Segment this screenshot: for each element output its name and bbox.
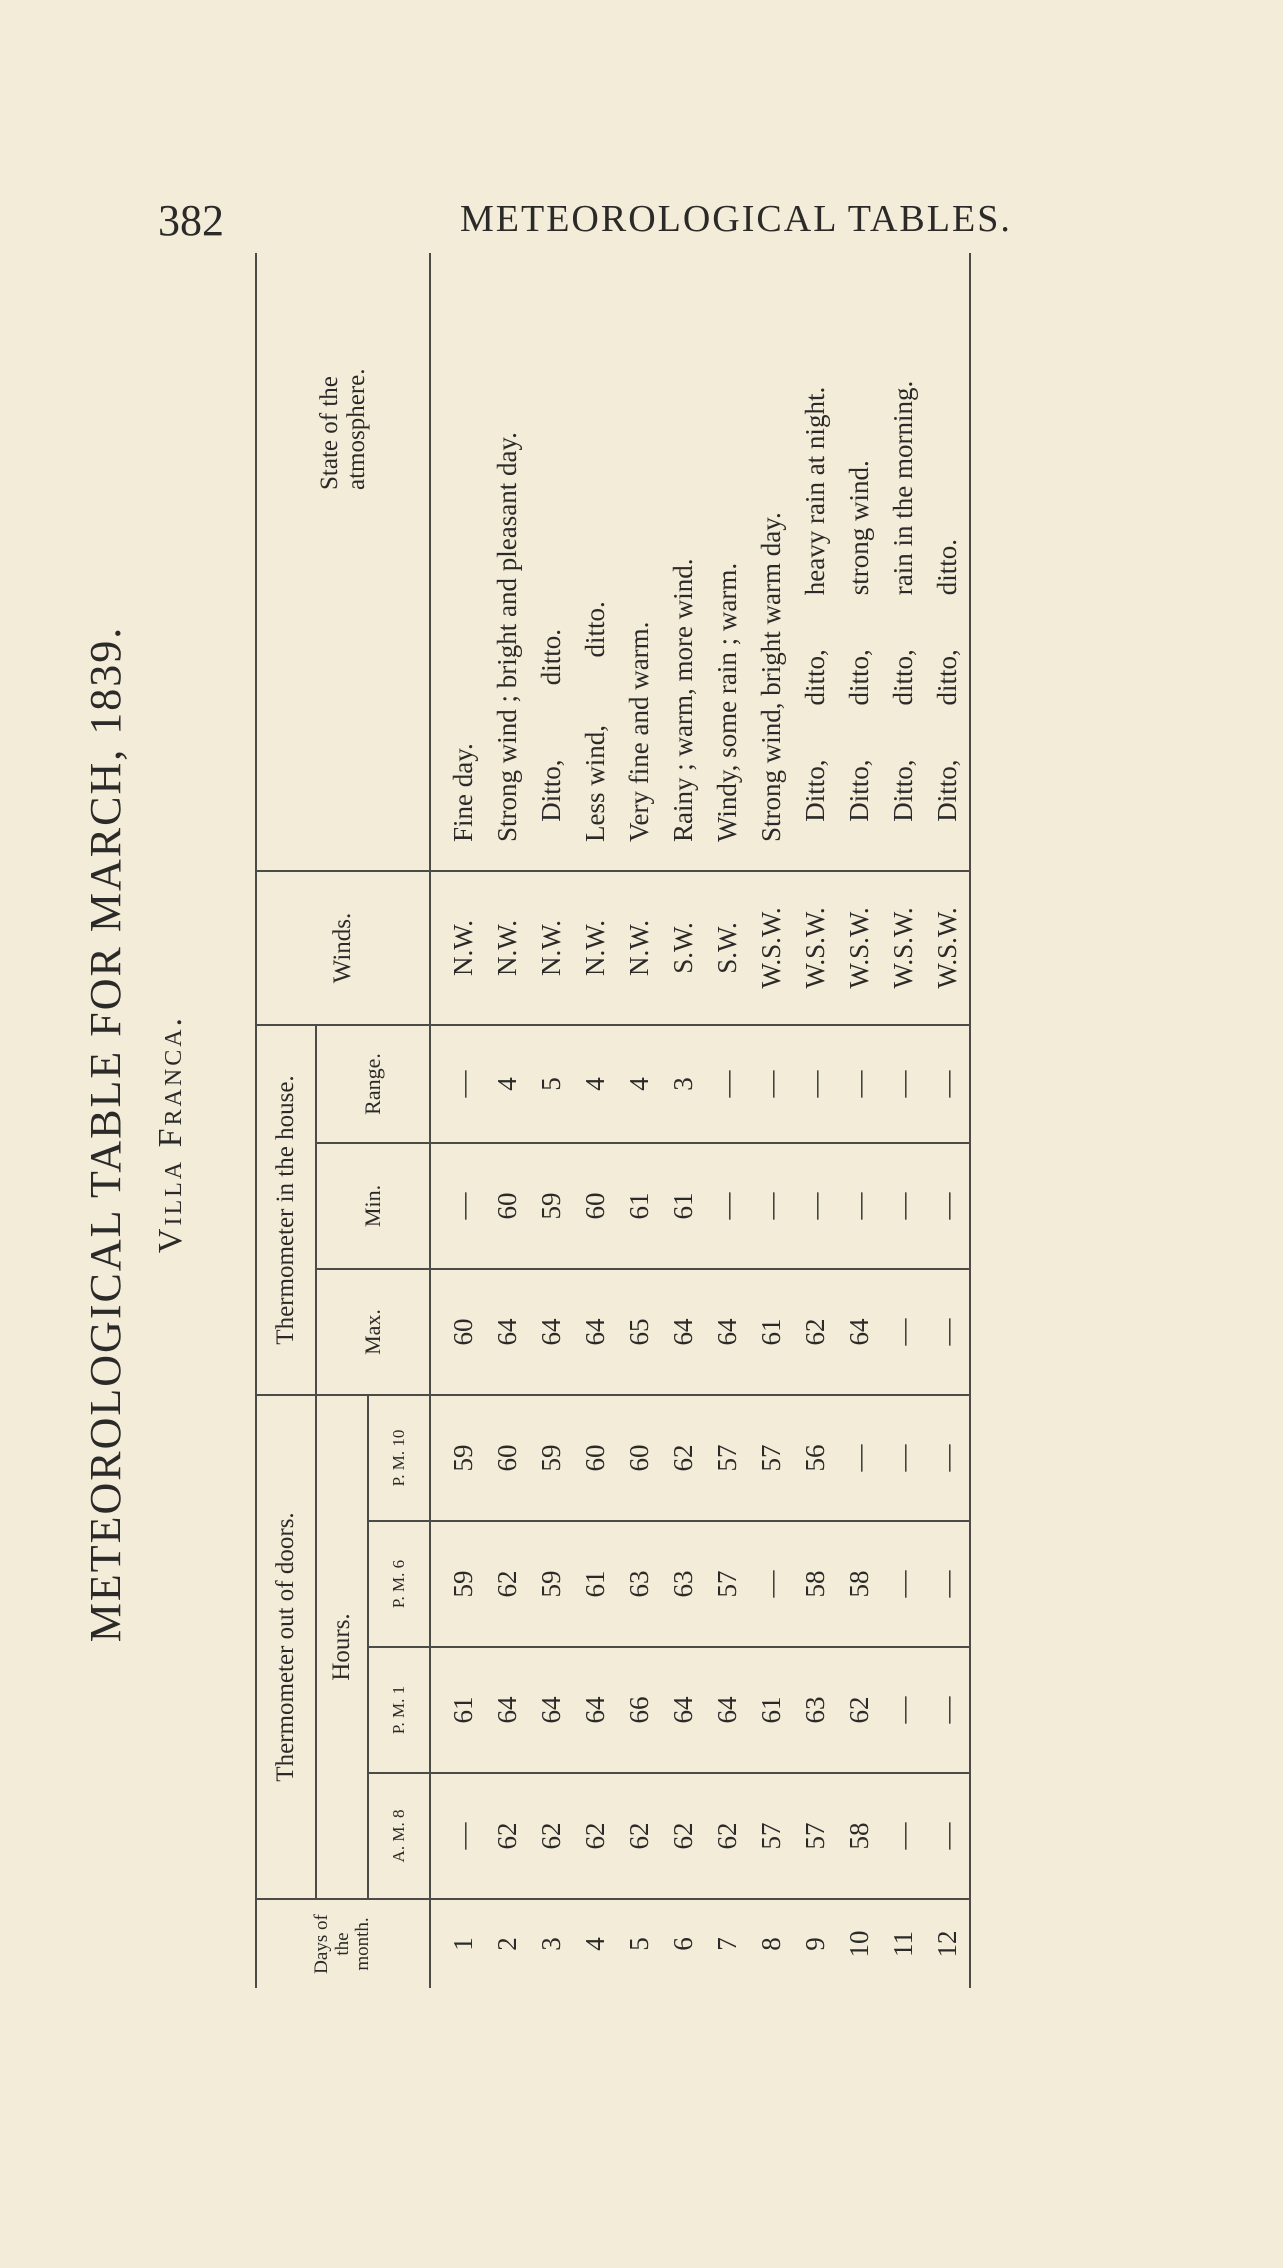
cell-max: 64 bbox=[529, 1269, 573, 1395]
cell-state: Very fine and warm. bbox=[623, 621, 654, 842]
table-row bbox=[925, 253, 970, 1988]
cell-6pm: — bbox=[881, 1521, 925, 1647]
cell-max: 64 bbox=[485, 1269, 529, 1395]
cell-1pm: 61 bbox=[749, 1647, 793, 1773]
cell-day: 6 bbox=[661, 1899, 705, 1988]
table-body bbox=[430, 253, 970, 1988]
cell-8am: 62 bbox=[485, 1773, 529, 1899]
cell-8am: 57 bbox=[793, 1773, 837, 1899]
cell-range: 4 bbox=[485, 1025, 529, 1143]
cell-6pm: 58 bbox=[793, 1521, 837, 1647]
cell-max: 60 bbox=[430, 1269, 485, 1395]
cell-state: Ditto, ditto, rain in the morning. bbox=[887, 380, 918, 842]
cell-1pm: 66 bbox=[617, 1647, 661, 1773]
cell-state: Ditto, ditto, heavy rain at night. bbox=[799, 386, 830, 842]
cell-day: 3 bbox=[529, 1899, 573, 1988]
header-range: Range. bbox=[316, 1025, 430, 1143]
table-row bbox=[705, 253, 749, 1988]
cell-min: 59 bbox=[529, 1143, 573, 1269]
meteorological-table bbox=[255, 253, 971, 1988]
cell-10pm: 60 bbox=[573, 1395, 617, 1521]
cell-range: — bbox=[925, 1025, 970, 1143]
cell-range: 5 bbox=[529, 1025, 573, 1143]
table-row bbox=[881, 253, 925, 1988]
cell-wind: W.S.W. bbox=[793, 871, 837, 1025]
cell-max: 64 bbox=[837, 1269, 881, 1395]
cell-range: — bbox=[430, 1025, 485, 1143]
cell-max: 65 bbox=[617, 1269, 661, 1395]
cell-10pm: 59 bbox=[529, 1395, 573, 1521]
cell-8am: 62 bbox=[617, 1773, 661, 1899]
header-8am: A. M. 8 bbox=[368, 1773, 430, 1899]
cell-8am: 62 bbox=[573, 1773, 617, 1899]
cell-6pm: 63 bbox=[661, 1521, 705, 1647]
cell-10pm: 59 bbox=[430, 1395, 485, 1521]
cell-min: — bbox=[837, 1143, 881, 1269]
cell-8am: 62 bbox=[661, 1773, 705, 1899]
cell-min: — bbox=[925, 1143, 970, 1269]
table-row bbox=[749, 253, 793, 1988]
cell-max: 61 bbox=[749, 1269, 793, 1395]
cell-wind: N.W. bbox=[529, 871, 573, 1025]
cell-10pm: 57 bbox=[749, 1395, 793, 1521]
cell-10pm: — bbox=[881, 1395, 925, 1521]
cell-6pm: 58 bbox=[837, 1521, 881, 1647]
cell-min: — bbox=[881, 1143, 925, 1269]
cell-1pm: 64 bbox=[529, 1647, 573, 1773]
cell-max: 64 bbox=[705, 1269, 749, 1395]
header-hours: Hours. bbox=[316, 1395, 368, 1899]
header-out-of-doors: Thermometer out of doors. bbox=[256, 1395, 316, 1899]
cell-6pm: — bbox=[749, 1521, 793, 1647]
cell-6pm: 62 bbox=[485, 1521, 529, 1647]
header-min: Min. bbox=[316, 1143, 430, 1269]
cell-wind: W.S.W. bbox=[837, 871, 881, 1025]
cell-max: 64 bbox=[661, 1269, 705, 1395]
cell-wind: W.S.W. bbox=[749, 871, 793, 1025]
cell-max: — bbox=[881, 1269, 925, 1395]
cell-wind: W.S.W. bbox=[925, 871, 970, 1025]
cell-state: Ditto, ditto, strong wind. bbox=[843, 460, 874, 842]
cell-min: 60 bbox=[573, 1143, 617, 1269]
cell-day: 2 bbox=[485, 1899, 529, 1988]
cell-6pm: 57 bbox=[705, 1521, 749, 1647]
cell-10pm: — bbox=[925, 1395, 970, 1521]
cell-day: 9 bbox=[793, 1899, 837, 1988]
cell-min: — bbox=[705, 1143, 749, 1269]
cell-8am: 62 bbox=[529, 1773, 573, 1899]
cell-6pm: 61 bbox=[573, 1521, 617, 1647]
cell-range: — bbox=[881, 1025, 925, 1143]
cell-day: 1 bbox=[430, 1899, 485, 1988]
cell-10pm: 57 bbox=[705, 1395, 749, 1521]
cell-state: Less wind, ditto. bbox=[579, 601, 610, 842]
cell-10pm: 56 bbox=[793, 1395, 837, 1521]
table-row bbox=[573, 253, 617, 1988]
cell-min: — bbox=[430, 1143, 485, 1269]
cell-range: 4 bbox=[617, 1025, 661, 1143]
cell-range: — bbox=[837, 1025, 881, 1143]
cell-6pm: — bbox=[925, 1521, 970, 1647]
cell-day: 8 bbox=[749, 1899, 793, 1988]
cell-1pm: 64 bbox=[661, 1647, 705, 1773]
cell-range: — bbox=[749, 1025, 793, 1143]
cell-6pm: 63 bbox=[617, 1521, 661, 1647]
cell-day: 11 bbox=[881, 1899, 925, 1988]
header-winds: Winds. bbox=[256, 871, 430, 1025]
cell-min: — bbox=[749, 1143, 793, 1269]
cell-state: Fine day. bbox=[447, 743, 478, 842]
table-row bbox=[617, 253, 661, 1988]
cell-wind: W.S.W. bbox=[881, 871, 925, 1025]
cell-range: — bbox=[793, 1025, 837, 1143]
table-row bbox=[529, 253, 573, 1988]
cell-range: — bbox=[705, 1025, 749, 1143]
cell-1pm: 61 bbox=[430, 1647, 485, 1773]
cell-8am: — bbox=[881, 1773, 925, 1899]
header-days: Days of the month. bbox=[256, 1899, 430, 1988]
cell-8am: 62 bbox=[705, 1773, 749, 1899]
table-row bbox=[793, 253, 837, 1988]
cell-range: 3 bbox=[661, 1025, 705, 1143]
cell-max: 62 bbox=[793, 1269, 837, 1395]
cell-1pm: 63 bbox=[793, 1647, 837, 1773]
cell-6pm: 59 bbox=[529, 1521, 573, 1647]
table-row bbox=[485, 253, 529, 1988]
cell-day: 7 bbox=[705, 1899, 749, 1988]
table-row bbox=[661, 253, 705, 1988]
cell-wind: N.W. bbox=[573, 871, 617, 1025]
header-10pm: P. M. 10 bbox=[368, 1395, 430, 1521]
header-in-house: Thermometer in the house. bbox=[256, 1025, 316, 1395]
cell-1pm: — bbox=[881, 1647, 925, 1773]
cell-wind: S.W. bbox=[705, 871, 749, 1025]
cell-8am: 58 bbox=[837, 1773, 881, 1899]
cell-day: 4 bbox=[573, 1899, 617, 1988]
cell-wind: N.W. bbox=[430, 871, 485, 1025]
cell-state: Ditto, ditto. bbox=[535, 628, 566, 842]
cell-state: Strong wind ; bright and pleasant day. bbox=[491, 432, 522, 842]
cell-min: — bbox=[793, 1143, 837, 1269]
cell-1pm: 64 bbox=[705, 1647, 749, 1773]
cell-wind: N.W. bbox=[617, 871, 661, 1025]
table-subtitle: Villa Franca. bbox=[152, 1014, 189, 1254]
cell-6pm: 59 bbox=[430, 1521, 485, 1647]
cell-1pm: 62 bbox=[837, 1647, 881, 1773]
cell-day: 12 bbox=[925, 1899, 970, 1988]
cell-max: 64 bbox=[573, 1269, 617, 1395]
page-number: 382 bbox=[158, 196, 224, 245]
cell-state: Rainy ; warm, more wind. bbox=[667, 558, 698, 842]
table-row bbox=[837, 253, 881, 1988]
cell-1pm: 64 bbox=[485, 1647, 529, 1773]
table-title: METEOROLOGICAL TABLE FOR MARCH, 1839. bbox=[81, 625, 130, 1643]
running-title: METEOROLOGICAL TABLES. bbox=[460, 198, 1012, 240]
cell-8am: 57 bbox=[749, 1773, 793, 1899]
header-1pm: P. M. 1 bbox=[368, 1647, 430, 1773]
table-row bbox=[430, 253, 485, 1988]
cell-min: 60 bbox=[485, 1143, 529, 1269]
cell-min: 61 bbox=[617, 1143, 661, 1269]
cell-10pm: 60 bbox=[617, 1395, 661, 1521]
cell-10pm: 60 bbox=[485, 1395, 529, 1521]
cell-max: — bbox=[925, 1269, 970, 1395]
cell-range: 4 bbox=[573, 1025, 617, 1143]
cell-state: Ditto, ditto, ditto. bbox=[925, 253, 970, 871]
cell-day: 10 bbox=[837, 1899, 881, 1988]
cell-10pm: — bbox=[837, 1395, 881, 1521]
cell-wind: N.W. bbox=[485, 871, 529, 1025]
cell-8am: — bbox=[925, 1773, 970, 1899]
header-state: State of the atmosphere. bbox=[256, 253, 430, 871]
cell-wind: S.W. bbox=[661, 871, 705, 1025]
header-max: Max. bbox=[316, 1269, 430, 1395]
cell-1pm: 64 bbox=[573, 1647, 617, 1773]
cell-1pm: — bbox=[925, 1647, 970, 1773]
cell-10pm: 62 bbox=[661, 1395, 705, 1521]
header-6pm: P. M. 6 bbox=[368, 1521, 430, 1647]
cell-8am: — bbox=[430, 1773, 485, 1899]
cell-state: Windy, some rain ; warm. bbox=[711, 562, 742, 842]
cell-state: Strong wind, bright warm day. bbox=[755, 512, 786, 842]
cell-min: 61 bbox=[661, 1143, 705, 1269]
cell-day: 5 bbox=[617, 1899, 661, 1988]
